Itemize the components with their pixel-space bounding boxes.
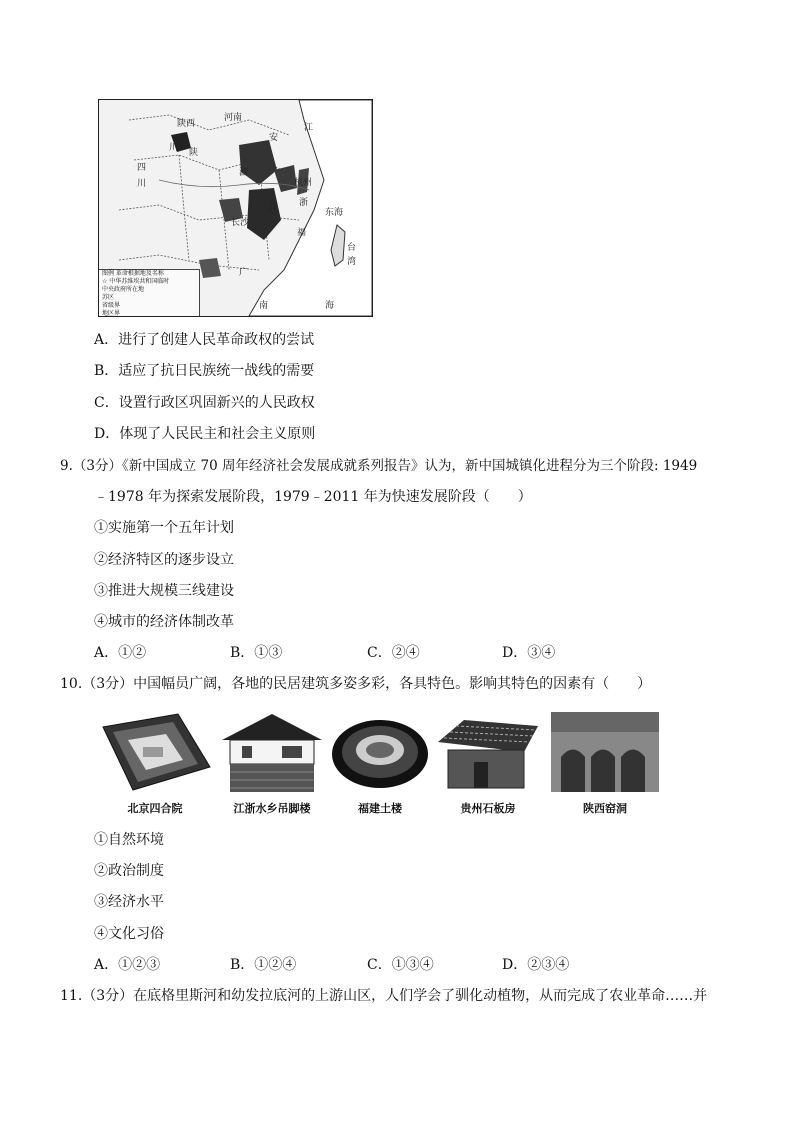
caption-diaojiaolou: 江浙水乡吊脚楼 [233,802,311,815]
q10-item: ③经济水平 [94,894,164,910]
q9-item: ②经济特区的逐步设立 [94,552,234,568]
q9-item: ④城市的经济体制改革 [94,614,234,630]
map-label: 广 [239,268,249,278]
q9-choice-a[interactable]: A．①② [94,645,147,661]
map-label: 湾 [347,257,357,267]
map-label: 江 [304,123,314,133]
tulou-photo [330,712,430,792]
map-label: 台 [347,243,357,253]
q9-stem-line2: ﹣1978 年为探索发展阶段，1979﹣2011 年为快速发展阶段（ ） [94,489,532,505]
q8-option-b[interactable]: B．适应了抗日民族统一战线的需要 [94,363,315,379]
map-label: 浙 [299,198,309,208]
map-label: 杭州 [294,178,313,188]
revolutionary-base-map [98,99,373,317]
caption-tulou: 福建土楼 [358,802,402,815]
siheyuan-photo [98,712,212,792]
q9-item: ③推进大规模三线建设 [94,583,234,599]
q9-choice-d[interactable]: D．③④ [502,645,556,661]
map-label: 湖 [239,168,249,178]
map-label: 长沙 [231,218,250,228]
map-label: 海 [325,301,335,311]
map-label: 福 [297,228,307,238]
map-label: 川 [169,143,179,153]
q8-option-d[interactable]: D．体现了人民民主和社会主义原则 [94,426,316,442]
map-label: 江 [269,203,279,213]
q10-item: ②政治制度 [94,863,164,879]
q9-stem-line1: 9.（3分）《新中国成立 70 周年经济社会发展成就系列报告》认为，新中国城镇化进程分为三个阶段: 1949 [60,458,698,474]
map-label: 东海 [325,208,344,218]
q9-item: ①实施第一个五年计划 [94,520,234,536]
q10-choice-b[interactable]: B．①②④ [230,957,297,973]
caption-siheyuan: 北京四合院 [127,802,183,815]
map-label: 川 [137,179,147,189]
caption-shibanfang: 贵州石板房 [460,802,516,815]
map-label: 安 [269,133,279,143]
map-label: 陕西 [177,119,196,129]
map-label: 陕 [189,148,199,158]
map-label: 南 [259,301,269,311]
map-label: 四 [137,163,147,173]
q10-choice-a[interactable]: A．①②③ [94,957,161,973]
q8-option-c[interactable]: C．设置行政区巩固新兴的人民政权 [94,395,315,411]
q10-item: ④文化习俗 [94,926,164,942]
q10-item: ①自然环境 [94,832,164,848]
map-label: 河南 [224,113,243,123]
q9-choice-c[interactable]: C．②④ [367,645,420,661]
caption-yaodong: 陕西窑洞 [583,802,627,815]
map-legend: 图例 革命根据地及名称 ☆ 中华苏维埃共和国临时 中央政府所在地 苏区 省级界 地区界 [99,269,200,316]
q11-stem: 11.（3分）在底格里斯河和幼发拉底河的上游山区，人们学会了驯化动植物，从而完成了农业革命……并 [60,988,708,1004]
shibanfang-photo [434,712,542,792]
q8-option-a[interactable]: A．进行了创建人民革命政权的尝试 [94,332,315,348]
diaojiaolou-photo [222,712,322,792]
yaodong-photo [551,712,659,792]
q10-stem: 10.（3分）中国幅员广阔，各地的民居建筑多姿多彩，各具特色。影响其特色的因素有（ ） [60,676,652,692]
q10-choice-d[interactable]: D．②③④ [502,957,570,973]
q10-choice-c[interactable]: C．①③④ [367,957,434,973]
q9-choice-b[interactable]: B．①③ [230,645,283,661]
